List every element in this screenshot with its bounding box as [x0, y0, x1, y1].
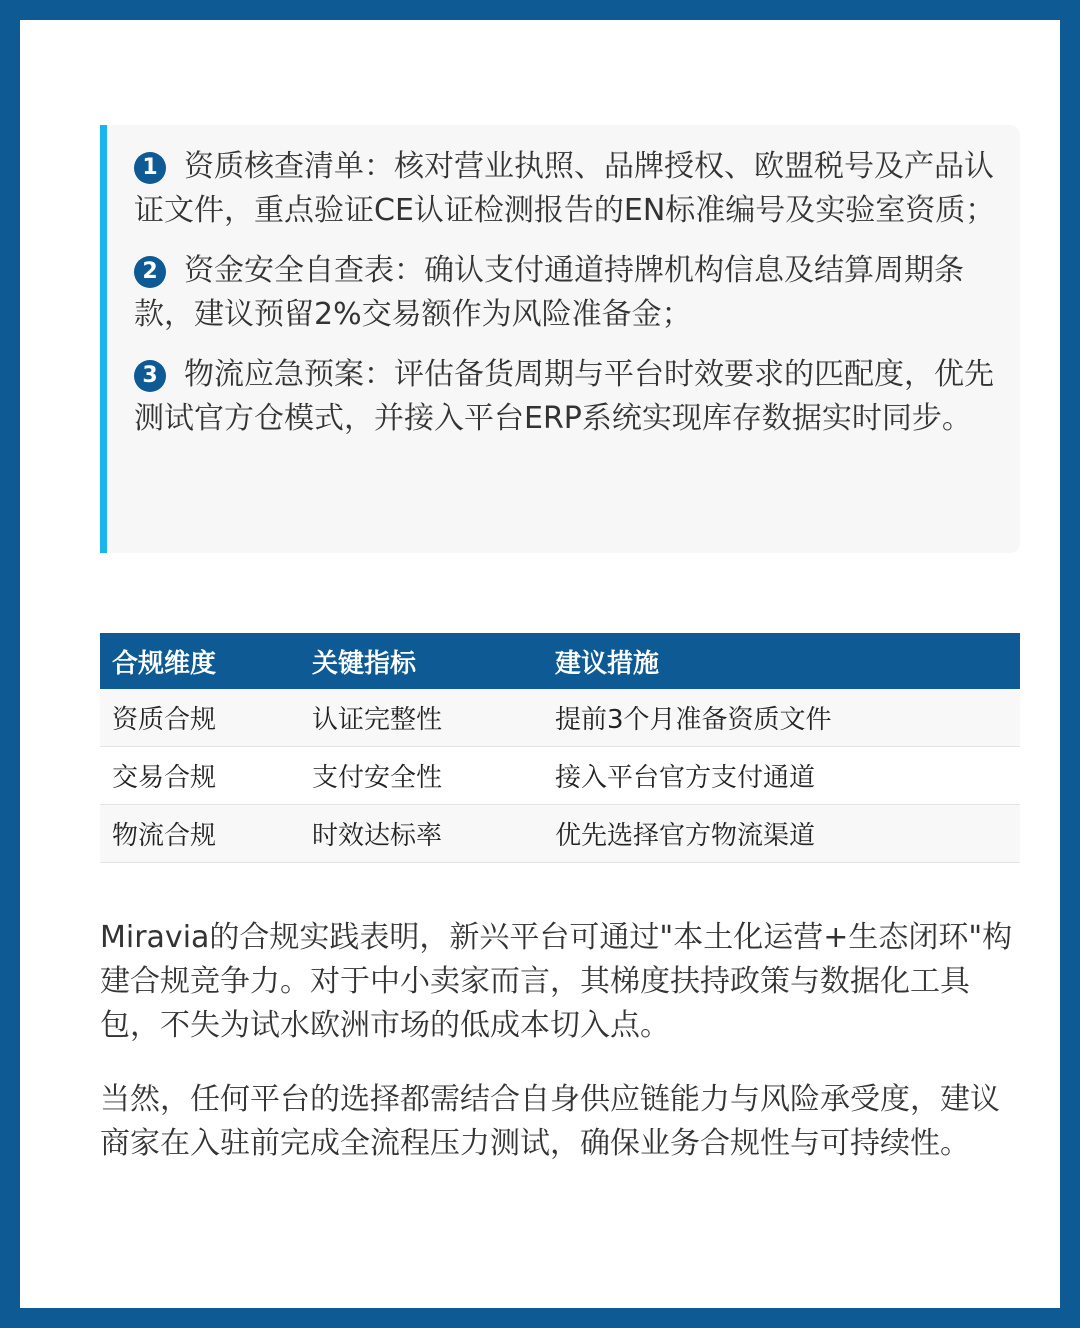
checklist-item-text: 物流应急预案：评估备货周期与平台时效要求的匹配度，优先测试官方仓模式，并接入平台ERP系统实现库存数据实时同步。	[134, 357, 994, 436]
table-row	[100, 805, 1020, 863]
table-header-dimension: 合规维度	[100, 633, 300, 689]
table-cell: 提前3个月准备资质文件	[543, 689, 1020, 747]
compliance-table	[100, 633, 1020, 863]
paragraph-advice: 当然，任何平台的选择都需结合自身供应链能力与风险承受度，建议商家在入驻前完成全流程压力测试，确保业务合规性与可持续性。	[100, 1082, 1000, 1161]
table-cell: 接入平台官方支付通道	[543, 747, 1020, 805]
checklist-item-2	[134, 249, 996, 337]
table-header-measure: 建议措施	[543, 633, 1020, 689]
checklist-item-3	[134, 353, 996, 441]
table-row	[100, 689, 1020, 747]
table-cell: 认证完整性	[300, 689, 543, 747]
table-cell: 时效达标率	[300, 805, 543, 863]
table-cell: 交易合规	[100, 747, 300, 805]
number-badge: 1	[134, 152, 166, 184]
checklist-box	[100, 125, 1020, 553]
number-badge: 2	[134, 256, 166, 288]
paragraph-conclusion: Miravia的合规实践表明，新兴平台可通过"本土化运营+生态闭环"构建合规竞争力。对于中小卖家而言，其梯度扶持政策与数据化工具包，不失为试水欧洲市场的低成本切入点。	[100, 920, 1013, 1043]
checklist-item-text: 资金安全自查表：确认支付通道持牌机构信息及结算周期条款，建议预留2%交易额作为风险准备金；	[134, 253, 964, 332]
number-badge: 3	[134, 360, 166, 392]
checklist-item-text: 资质核查清单：核对营业执照、品牌授权、欧盟税号及产品认证文件，重点验证CE认证检测报告的EN标准编号及实验室资质；	[134, 149, 996, 228]
table-header-indicator: 关键指标	[300, 633, 543, 689]
table-cell: 物流合规	[100, 805, 300, 863]
table-cell: 支付安全性	[300, 747, 543, 805]
checklist-item-1	[134, 145, 996, 233]
table-header-row	[100, 633, 1020, 689]
table-cell: 资质合规	[100, 689, 300, 747]
table-cell: 优先选择官方物流渠道	[543, 805, 1020, 863]
table-row	[100, 747, 1020, 805]
